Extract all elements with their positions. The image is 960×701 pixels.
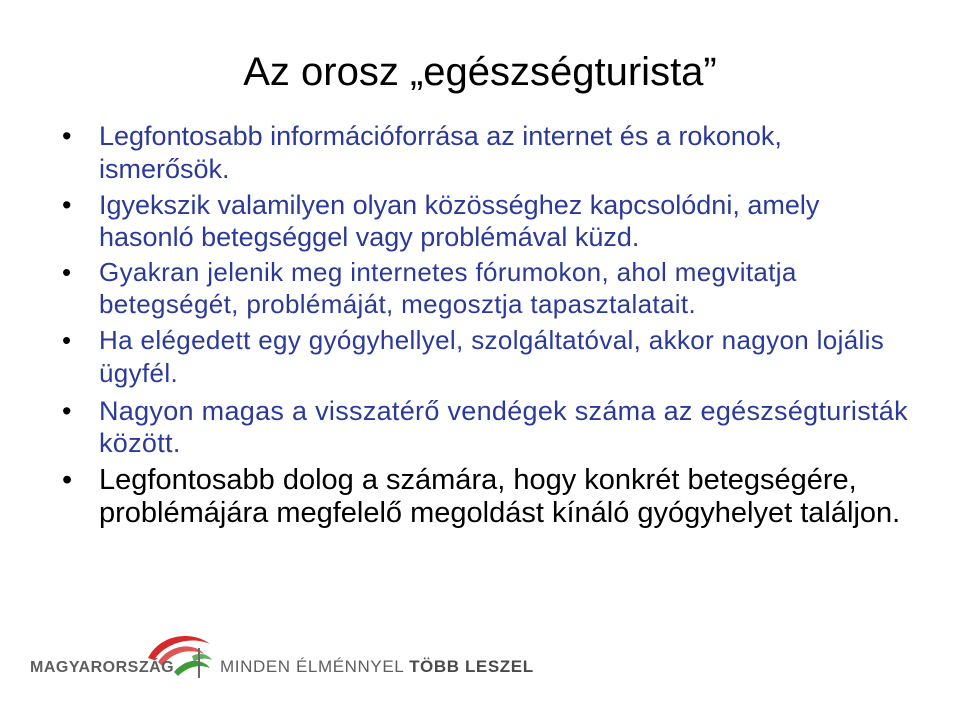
bullet-item-5 [62,395,912,459]
bullet-text: Ha elégedett egy gyógyhellyel, szolgáltatóval, akkor nagyon lojális ügyfél. [99,325,885,388]
footer-divider [198,648,200,678]
bullet-item-3 [62,256,912,320]
bullet-item-6 [62,464,912,530]
slide-title: Az orosz „egészségturista” [243,50,717,94]
bullet-text: Nagyon magas a visszatérő vendégek száma az egészségturisták között. [99,396,908,458]
bullet-text: Igyekszik valamilyen olyan közösséghez kapcsolódni, amely hasonló betegséggel vagy problémával küzd. [99,190,820,252]
bullet-text: Legfontosabb információforrása az internet és a rokonok, ismerősök. [99,121,782,184]
tagline-bold: TÖBB LESZEL [409,657,534,676]
footer-branding [30,628,930,688]
bullet-item-2 [62,189,912,253]
bullet-item-4 [62,324,912,390]
bullet-dot-icon: • [62,190,72,220]
footer-tagline [220,657,534,677]
bullet-list [62,120,912,530]
bullet-dot-icon: • [62,325,72,355]
bullet-dot-icon: • [62,396,72,426]
bullet-item-1 [62,120,912,186]
bullet-dot-icon: • [62,257,72,287]
logo-wordmark: MAGYARORSZÁG [30,659,175,676]
bullet-text: Legfontosabb dolog a számára, hogy konkrét betegségére, problémájára megfelelő megoldást kínáló gyógyhelyet találjon. [99,464,901,529]
bullet-text: Gyakran jelenik meg internetes fórumokon, ahol megvitatja betegségét, problémáját, megosztja tapasztalatait. [99,257,797,319]
bullet-dot-icon: • [62,121,72,151]
bullet-dot-icon: • [62,464,73,496]
tagline-light: MINDEN ÉLMÉNNYEL [220,657,404,676]
